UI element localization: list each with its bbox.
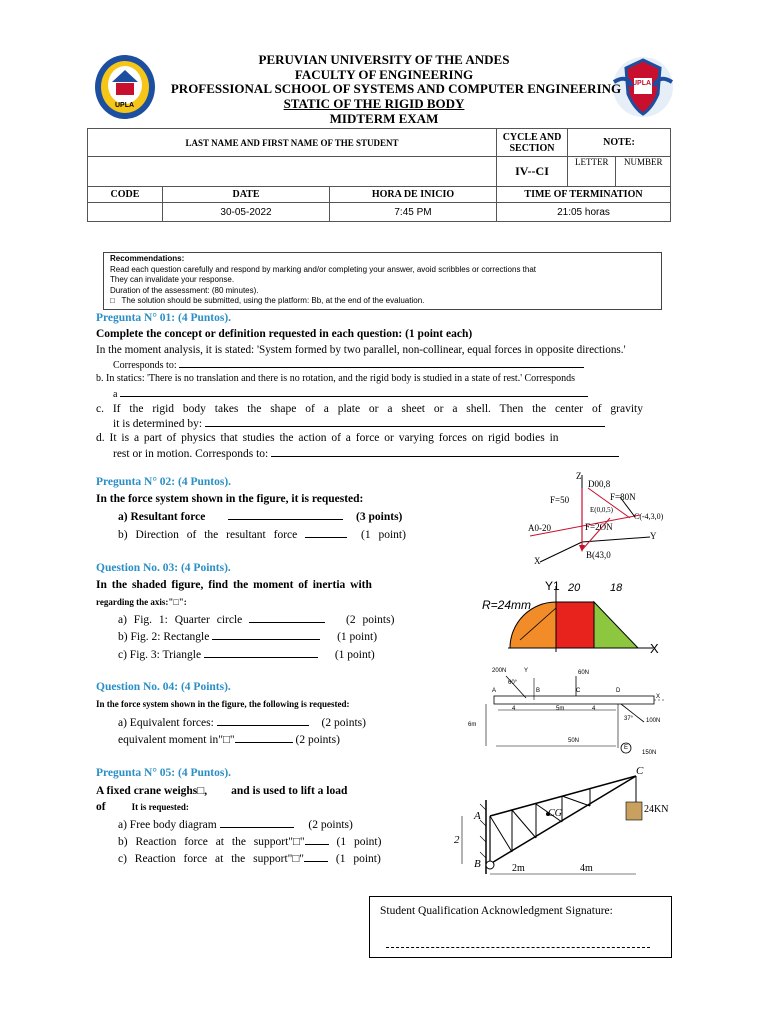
- cycle-value: IV--CI: [497, 157, 568, 187]
- letter-label: LETTER: [568, 157, 616, 187]
- q1-d2-row: [113, 446, 619, 461]
- logo-right-text: UPLA: [632, 80, 652, 87]
- q2-fig-e: E(0,0,5): [590, 506, 613, 514]
- q5-l2: of: [96, 801, 106, 813]
- q2-a-row: [118, 509, 402, 524]
- q3-title: Question No. 03: (4 Points).: [96, 562, 231, 574]
- q4-fig-ang60: 60°: [508, 680, 518, 686]
- q3-b: b) Fig. 2: Rectangle: [118, 631, 210, 643]
- q3-c: c) Fig. 3: Triangle: [118, 649, 202, 661]
- q4-fig-h: 6m: [468, 722, 477, 728]
- q4-fig-e: E: [624, 745, 629, 751]
- q4-fig-d4a: 4: [512, 706, 516, 712]
- q5-fig-d2: 2m: [512, 863, 525, 874]
- q1-a2: Corresponds to:: [113, 360, 177, 371]
- q3-a-pts: (2 points): [346, 614, 395, 626]
- start-value: 7:45 PM: [330, 203, 497, 222]
- q5-c: c) Reaction force at the support"□": [118, 853, 304, 865]
- q4-fig-f100: 100N: [646, 718, 661, 724]
- q1-title: Pregunta N° 01: (4 Puntos).: [96, 312, 232, 324]
- q2-b-pts: (1 point): [360, 529, 406, 541]
- name-label: LAST NAME AND FIRST NAME OF THE STUDENT: [88, 129, 497, 157]
- q3-a-row: [118, 612, 394, 627]
- course-name: [0, 96, 768, 111]
- q4-fig-a: A: [492, 688, 497, 694]
- q5-l2-row: [96, 800, 189, 814]
- q2-instruction: In the force system shown in the figure, it is requested:: [96, 493, 364, 505]
- q3-fig-y: Y1: [545, 579, 560, 593]
- q2-fig-x: X: [534, 556, 541, 566]
- q4-a-row: [118, 715, 366, 730]
- reco-line4-row: [110, 296, 655, 307]
- q4-a: a) Equivalent forces:: [118, 717, 214, 729]
- q4-fig-ang37: 37°: [624, 716, 634, 722]
- q5-c-pts: (1 point): [335, 853, 381, 865]
- recommendations-box: [103, 252, 662, 310]
- q2-fig-f50: F=50: [550, 495, 570, 505]
- q3-c-pts: (1 point): [334, 649, 375, 661]
- q2-fig-c: C(-4,3,0): [634, 512, 664, 521]
- reco-line4: The solution should be submitted, using the platform: Bb, at the end of the evaluation.: [121, 296, 425, 305]
- q2-fig-a: A0-20: [528, 523, 551, 533]
- reco-line1: Read each question carefully and respond by marking and/or completing your answer, avoid scribbles or corrections that: [110, 264, 537, 274]
- q5-fig-a: A: [474, 810, 481, 822]
- reco-line3: Duration of the assessment: (80 minutes).: [110, 285, 259, 295]
- q5-l2b: It is requested:: [131, 802, 189, 812]
- exam-title: MIDTERM EXAM: [329, 111, 439, 126]
- q1-c2: it is determined by:: [113, 418, 203, 430]
- q1-c1: c. If the rigid body takes the shape of a plate or a sheet or a shell. Then the center of gravity: [96, 403, 643, 415]
- q2-fig-y: Y: [650, 531, 657, 541]
- q4-b-pts: (2 points): [295, 734, 340, 746]
- q4-instruction: In the force system shown in the figure, the following is requested:: [96, 699, 350, 709]
- logo-left-text: UPLA: [115, 102, 135, 109]
- q4-fig-fy: Y: [524, 668, 529, 674]
- end-value: 21:05 horas: [497, 203, 671, 222]
- student-info-table: [87, 128, 671, 222]
- q5-fig-b: B: [474, 858, 481, 870]
- q3-a: a) Fig. 1: Quarter circle: [118, 614, 243, 626]
- q5-fig-d4: 4m: [580, 863, 593, 874]
- q1-a1: In the moment analysis, it is stated: 'System formed by two parallel, non-collinear, equal forces in opposite directions.': [96, 344, 626, 356]
- date-label: DATE: [163, 187, 330, 203]
- q4-fig-f50: 50N: [568, 738, 580, 744]
- q1-b2: a: [113, 389, 118, 400]
- q5-a-pts: (2 points): [308, 819, 353, 831]
- q3-fig-r: R=24mm: [482, 598, 532, 612]
- cycle-label: CYCLE AND SECTION: [497, 129, 568, 157]
- q4-fig-f200: 200N: [492, 668, 507, 674]
- q3-instruction: In the shaded figure, find the moment of inertia with: [96, 579, 372, 591]
- q5-fig-load: 24KN: [644, 804, 669, 815]
- course-title: STATIC OF THE RIGID BODY: [283, 96, 465, 111]
- q4-fig-d5: 5m: [556, 706, 565, 712]
- q1-d1: d. It is a part of physics that studies the action of a force or varying forces on rigid bodies in: [96, 432, 559, 444]
- university-name: PERUVIAN UNIVERSITY OF THE ANDES: [258, 52, 510, 67]
- q2-figure: [520, 470, 680, 570]
- q2-fig-f20: F=2ON: [585, 522, 613, 532]
- q5-fig-h: 2: [454, 834, 460, 846]
- q2-fig-b: B(43,0: [586, 550, 611, 560]
- code-label: CODE: [88, 187, 163, 203]
- q2-b: b) Direction of the resultant force: [118, 529, 298, 541]
- q4-fig-c: C: [576, 688, 581, 694]
- q5-b-row: [118, 834, 381, 849]
- q1-d2: rest or in motion. Corresponds to:: [113, 448, 269, 460]
- q3-c-row: [118, 647, 375, 662]
- q5-fig-c: C: [636, 765, 644, 777]
- note-label: NOTE:: [568, 129, 671, 157]
- q5-l1b: and is used to lift a load: [231, 785, 348, 797]
- checkbox-icon: □: [110, 296, 122, 305]
- school-name: PROFESSIONAL SCHOOL OF SYSTEMS AND COMPUTER ENGINEERING: [170, 81, 622, 96]
- q3-fig-d18: 18: [610, 582, 623, 594]
- q5-fig-cg: CG: [548, 808, 562, 819]
- q5-a-row: [118, 817, 353, 832]
- q4-fig-f60: 60N: [578, 670, 590, 676]
- name-field[interactable]: [88, 157, 497, 187]
- q4-fig-x: X: [656, 694, 661, 700]
- q5-b: b) Reaction force at the support"□": [118, 836, 305, 848]
- q2-fig-d: D00,8: [588, 479, 611, 489]
- reco-title: Recommendations:: [110, 254, 185, 263]
- signature-box[interactable]: [369, 896, 672, 958]
- q2-fig-z: Z: [576, 471, 582, 481]
- q3-axis: regarding the axis:"□":: [96, 597, 187, 607]
- q5-figure: [450, 764, 672, 880]
- q5-a: a) Free body diagram: [118, 819, 217, 831]
- q4-a-pts: (2 points): [321, 717, 366, 729]
- q3-b-row: [118, 629, 377, 644]
- q4-b: equivalent moment in"□": [118, 734, 235, 746]
- signature-label: Student Qualification Acknowledgment Signature:: [380, 905, 613, 917]
- q5-l1-row: [96, 784, 347, 798]
- start-label: HORA DE INICIO: [330, 187, 497, 203]
- code-field[interactable]: [88, 203, 163, 222]
- q4-fig-d4b: 4: [592, 706, 596, 712]
- q2-title: Pregunta N° 02: (4 Puntos).: [96, 476, 232, 488]
- q2-fig-f80: F=80N: [610, 492, 636, 502]
- date-value: 30-05-2022: [163, 203, 330, 222]
- q1-c2-row: [113, 416, 605, 431]
- q3-fig-x: X: [650, 641, 659, 656]
- number-label: NUMBER: [616, 157, 671, 187]
- q4-title: Question No. 04: (4 Points).: [96, 681, 231, 693]
- signature-line[interactable]: [386, 947, 650, 948]
- q1-instruction: Complete the concept or definition requested in each question: (1 point each): [96, 328, 473, 340]
- q2-a: a) Resultant force: [118, 511, 206, 523]
- q3-b-pts: (1 point): [337, 631, 378, 643]
- q2-a-pts: (3 points): [356, 511, 403, 523]
- q4-fig-b: B: [536, 688, 541, 694]
- q5-c-row: [118, 851, 381, 866]
- q5-b-pts: (1 point): [336, 836, 382, 848]
- q5-title: Pregunta N° 05: (4 Puntos).: [96, 767, 232, 779]
- faculty-name: FACULTY OF ENGINEERING: [294, 67, 474, 82]
- end-label: TIME OF TERMINATION: [497, 187, 671, 203]
- q3-figure: [478, 578, 678, 660]
- q4-figure: [466, 666, 674, 762]
- q4-fig-d: D: [616, 688, 621, 694]
- q1-a2-row: [113, 357, 584, 373]
- q4-b-row: [118, 732, 340, 747]
- reco-line2: They can invalidate your response.: [110, 275, 235, 284]
- q1-b1: b. In statics: 'There is no translation and there is no rotation, and the rigid body is studied in a state of rest.' Corresponds: [96, 373, 576, 384]
- q4-fig-f150: 150N: [642, 750, 657, 756]
- q2-b-row: [118, 527, 406, 542]
- q3-fig-d20: 20: [568, 582, 581, 594]
- q1-b2-row: [113, 386, 588, 402]
- q5-l1: A fixed crane weighs□,: [96, 785, 208, 797]
